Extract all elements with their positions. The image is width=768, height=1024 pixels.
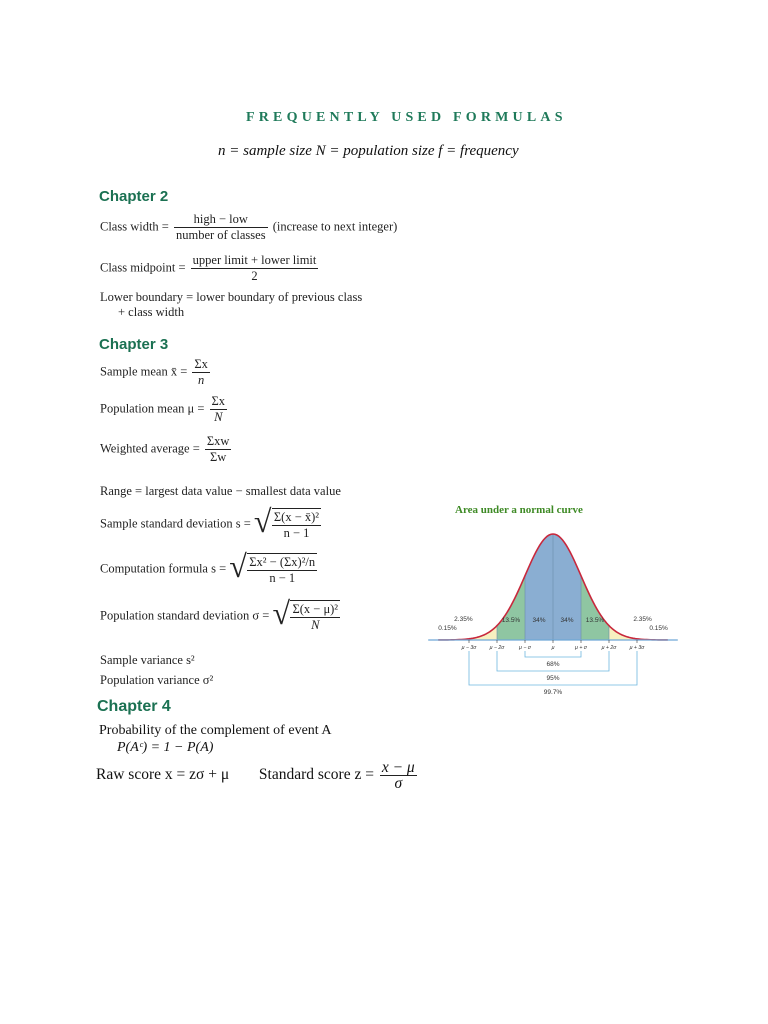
square-root-icon: √ (229, 548, 247, 584)
raw-score-formula: Raw score x = zσ + μ (96, 766, 230, 784)
computation-fraction (247, 553, 317, 586)
region-label-3: 34% (532, 617, 546, 624)
score-formulas (96, 760, 419, 791)
sample-mean-numerator: Σx (194, 357, 208, 371)
region-label-2: 13.5% (501, 617, 521, 624)
tick-label-2: μ − σ (519, 645, 531, 651)
weighted-average-formula (100, 434, 233, 465)
bracket-label-0: 68% (546, 661, 560, 668)
weighted-average-denominator: Σw (210, 450, 227, 464)
standard-score-numerator: x − μ (381, 759, 415, 776)
region-label-5: 13.5% (585, 617, 605, 624)
notation-line: n = sample size N = population size f = frequency (218, 143, 519, 159)
lower-boundary-line-2: + class width (118, 305, 185, 319)
tick-label-0: μ − 3σ (461, 645, 477, 651)
sample-sd-denominator: n − 1 (283, 526, 310, 540)
chapter-3-heading: Chapter 3 (99, 336, 169, 353)
standard-score-denominator: σ (394, 775, 403, 792)
bracket-0 (525, 651, 581, 657)
population-variance: Population variance σ² (100, 673, 214, 687)
tick-label-3: μ (551, 645, 555, 651)
sample-variance: Sample variance s² (100, 653, 195, 667)
region-4 (553, 534, 581, 640)
population-sd-fraction (290, 600, 340, 633)
region-3 (525, 534, 553, 640)
population-sd-denominator: N (311, 618, 320, 632)
standard-score-fraction (380, 760, 417, 791)
class-width-formula (100, 212, 397, 243)
class-width-fraction (174, 212, 268, 243)
chapter-4-heading: Chapter 4 (97, 698, 171, 715)
tick-label-5: μ + 2σ (601, 645, 617, 651)
region-label-1: 2.35% (454, 616, 473, 623)
computation-denominator: n − 1 (269, 571, 296, 585)
sample-sd-fraction (272, 508, 321, 541)
bracket-label-1: 95% (546, 675, 560, 682)
complement-title: Probability of the complement of event A (99, 723, 332, 738)
range-formula: Range = largest data value − smallest data value (100, 484, 341, 498)
sample-mean-denominator: n (198, 373, 205, 387)
sample-sd-numerator: Σ(x − x̄)² (273, 510, 320, 524)
computation-lhs: Computation formula s = (100, 561, 227, 576)
sample-standard-deviation-formula (100, 503, 323, 541)
tick-label-4: μ + σ (575, 645, 587, 651)
weighted-average-fraction (205, 434, 232, 465)
sample-sd-radical (253, 503, 323, 541)
population-mean-lhs: Population mean μ = (100, 401, 205, 416)
sample-mean-fraction (192, 357, 210, 388)
sample-sd-lhs: Sample standard deviation s = (100, 516, 251, 531)
weighted-average-numerator: Σxw (206, 434, 230, 448)
sample-mean-lhs: Sample mean x̄ = (100, 364, 188, 379)
region-label-0: 0.15% (438, 625, 457, 632)
chapter-2-heading: Chapter 2 (99, 188, 169, 205)
class-width-denominator: number of classes (176, 228, 266, 242)
chart-title: Area under a normal curve (455, 504, 583, 516)
computation-numerator: Σx² − (Σx)²/n (249, 555, 316, 569)
class-midpoint-denominator: 2 (251, 269, 258, 283)
complement-formula: P(Aᶜ) = 1 − P(A) (117, 740, 214, 755)
population-mean-denominator: N (214, 410, 223, 424)
region-label-4: 34% (560, 617, 574, 624)
square-root-icon: √ (272, 595, 291, 631)
class-midpoint-formula (100, 253, 320, 284)
population-mean-formula (100, 394, 229, 425)
weighted-average-lhs: Weighted average = (100, 441, 200, 456)
population-mean-fraction (210, 394, 228, 425)
bracket-label-2: 99.7% (543, 689, 563, 696)
square-root-icon: √ (253, 503, 272, 539)
population-standard-deviation-formula (100, 595, 342, 633)
class-width-numerator: high − low (174, 212, 268, 228)
class-midpoint-fraction (191, 253, 319, 284)
normal-curve-chart (438, 522, 670, 696)
population-sd-lhs: Population standard deviation σ = (100, 608, 270, 623)
page-title: FREQUENTLY USED FORMULAS (246, 110, 567, 125)
tick-label-6: μ + 3σ (629, 645, 645, 651)
class-midpoint-lhs: Class midpoint = (100, 260, 186, 275)
population-sd-radical (272, 595, 342, 633)
region-label-6: 2.35% (633, 616, 652, 623)
standard-score-lhs: Standard score z = (258, 766, 374, 784)
class-width-lhs: Class width = (100, 219, 169, 234)
lower-boundary-line-1: Lower boundary = lower boundary of previous class (100, 290, 363, 304)
class-width-note: (increase to next integer) (272, 219, 398, 234)
population-mean-numerator: Σx (211, 394, 226, 408)
region-label-7: 0.15% (649, 625, 668, 632)
sample-mean-formula (100, 357, 212, 388)
population-sd-numerator: Σ(x − μ)² (292, 602, 339, 616)
tick-label-1: μ − 2σ (489, 645, 505, 651)
computation-radical (229, 548, 319, 586)
computation-formula (100, 548, 319, 586)
class-midpoint-numerator: upper limit + lower limit (192, 253, 317, 267)
